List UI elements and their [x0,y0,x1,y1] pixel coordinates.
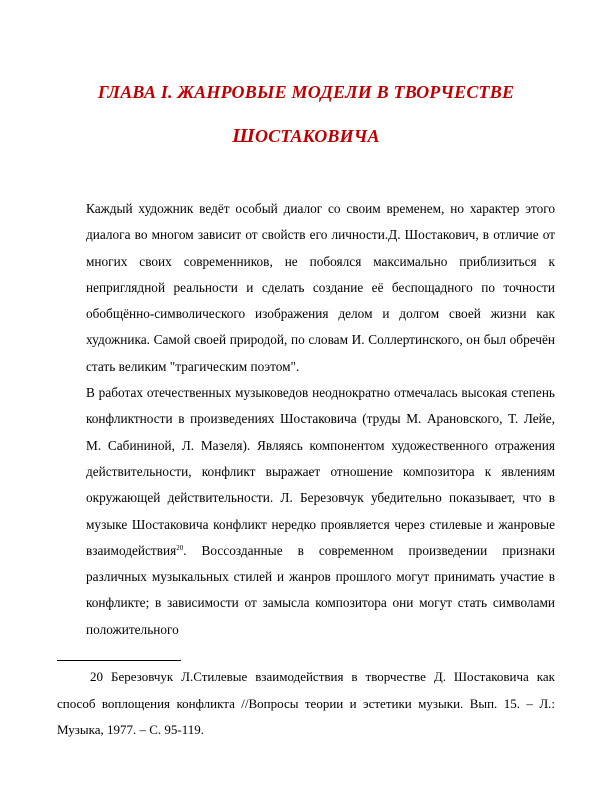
footnote-number: 20 [90,669,103,684]
paragraph-2 [86,380,555,643]
chapter-title-line-2 [0,125,612,148]
body-text [86,196,555,643]
footnote [57,664,555,744]
footnote-text: Березовчук Л.Стилевые взаимодействия в творчестве Д. Шостаковича как способ воплощения конфликта //Вопросы теории и эстетики музыки. Вып. 15. – Л.: Музыка, 1977. – С. 95-119. [57,669,555,737]
paragraph-1: Каждый художник ведёт особый диалог со своим временем, но характер этого диалога во многом зависит от свойств его личности.Д. Шостакович, в отличие от многих своих современников, не побоялся максимально приблизиться к неприглядной реальности и сделать создание её беспощадного по точности обобщённо-символического изображения делом и долгом своей жизни как художника. Самой своей природой, по словам И. Соллертинского, он был обречён стать великим "трагическим поэтом". [86,201,555,374]
chapter-title-text: ГЛАВА I. ЖАНРОВЫЕ МОДЕЛИ В ТВОРЧЕСТВЕ [97,82,515,102]
chapter-title-initial: Ш [232,125,255,147]
paragraph-2-part-1: В работах отечественных музыковедов неоднократно отмечалась высокая степень конфликтности в произведениях Шостаковича (труды М. Арановского, Т. Лейе, М. Сабининой, Л. Мазеля). Являясь компонентом художественного отражения действительности, конфликт выражает отношение композитора к явлениям окружающей действительности. Л. Березовчук убедительно показывает, что в музыке Шостаковича конфликт нередко проявляется через стилевые и жанровые взаимодействия [86,385,555,558]
footnote-reference[interactable]: 20 [176,543,184,552]
chapter-title-line-1 [0,82,612,103]
footnote-separator [57,660,181,661]
chapter-title-rest: ОСТАКОВИЧА [255,126,380,146]
paragraph-2-part-2: . Воссозданные в современном произведении признаки различных музыкальных стилей и жанров прошлого могут принимать участие в конфликте; в зависимости от замысла композитора они могут стать символами положительного [86,542,555,637]
